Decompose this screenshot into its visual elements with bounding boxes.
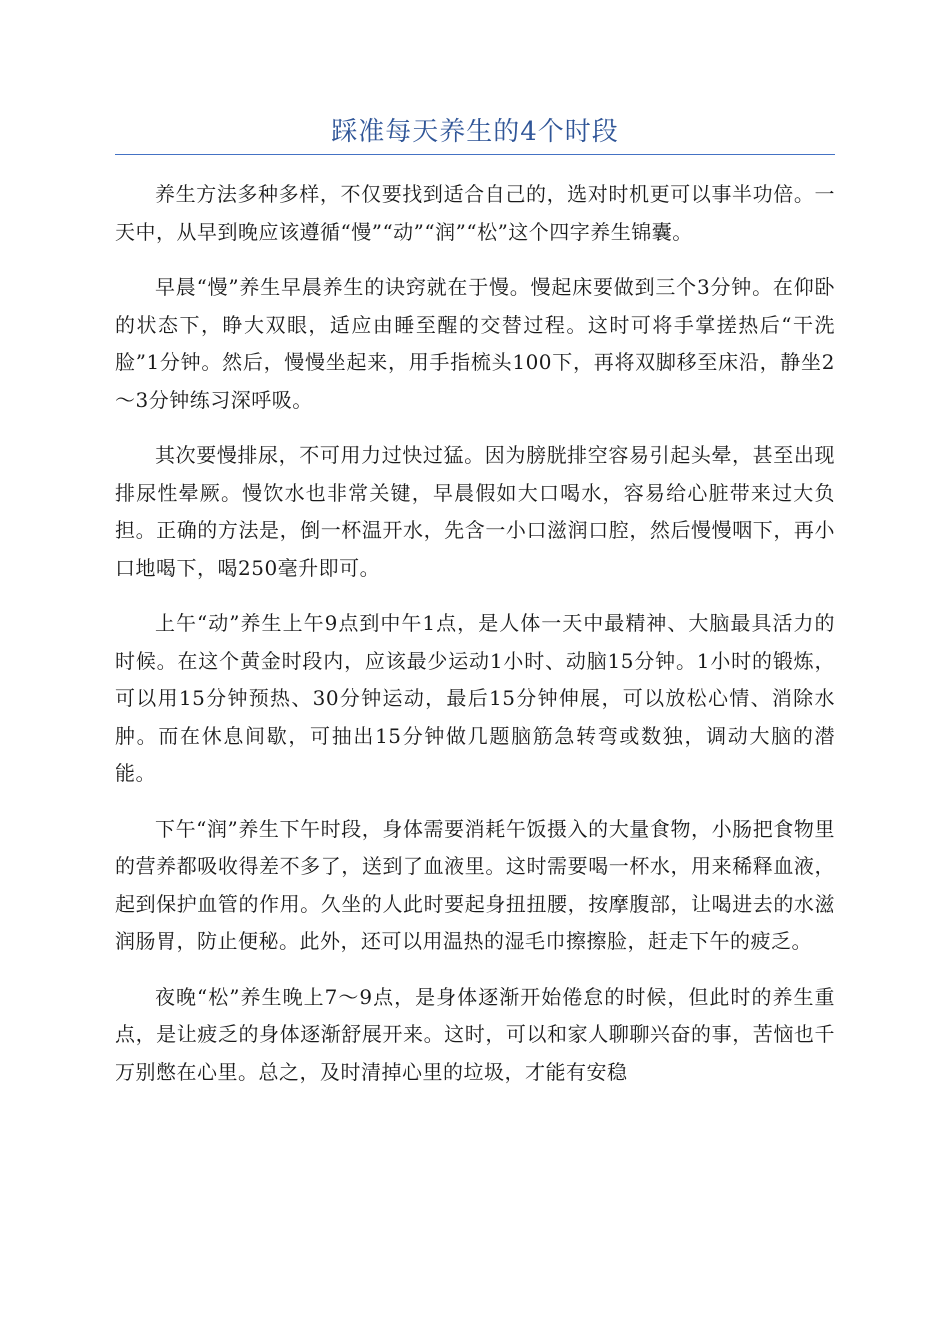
title-underline [115,154,835,155]
paragraph-morning-continued: 其次要慢排尿，不可用力过快过猛。因为膀胱排空容易引起头晕，甚至出现排尿性晕厥。慢饮水也非常关键，早晨假如大口喝水，容易给心脏带来过大负担。正确的方法是，倒一杯温开水，先含一小口滋润口腔，然后慢慢咽下，再小口地喝下，喝250毫升即可。 [115,443,835,580]
paragraph-afternoon: 下午“润”养生下午时段，身体需要消耗午饭摄入的大量食物，小肠把食物里的营养都吸收得差不多了，送到了血液里。这时需要喝一杯水，用来稀释血液，起到保护血管的作用。久坐的人此时要起身扭扭腰，按摩腹部，让喝进去的水滋润肠胃，防止便秘。此外，还可以用温热的湿毛巾擦擦脸，赶走下午的疲乏。 [115,816,835,953]
paragraph-morning: 早晨“慢”养生早晨养生的诀窍就在于慢。慢起床要做到三个3分钟。在仰卧的状态下，睁大双眼，适应由睡至醒的交替过程。这时可将手掌搓热后“干洗脸”1分钟。然后，慢慢坐起来，用手指梳头100下，再将双脚移至床沿，静坐2～3分钟练习深呼吸。 [115,275,835,412]
document-title: 踩准每天养生的4个时段 [331,117,619,147]
paragraph-forenoon: 上午“动”养生上午9点到中午1点，是人体一天中最精神、大脑最具活力的时候。在这个黄金时段内，应该最少运动1小时、动脑15分钟。1小时的锻炼，可以用15分钟预热、30分钟运动，最后15分钟伸展，可以放松心情、消除水肿。而在休息间歇，可抽出15分钟做几题脑筋急转弯或数独，调动大脑的潜能。 [115,611,835,785]
document-body [115,176,835,1109]
paragraph-evening: 夜晚“松”养生晚上7～9点，是身体逐渐开始倦怠的时候，但此时的养生重点，是让疲乏的身体逐渐舒展开来。这时，可以和家人聊聊兴奋的事，苦恼也千万别憋在心里。总之，及时清掉心里的垃圾，才能有安稳 [115,984,835,1084]
paragraph-intro: 养生方法多种多样，不仅要找到适合自己的，选对时机更可以事半功倍。一天中，从早到晚应该遵循“慢”“动”“润”“松”这个四字养生锦囊。 [115,182,835,244]
